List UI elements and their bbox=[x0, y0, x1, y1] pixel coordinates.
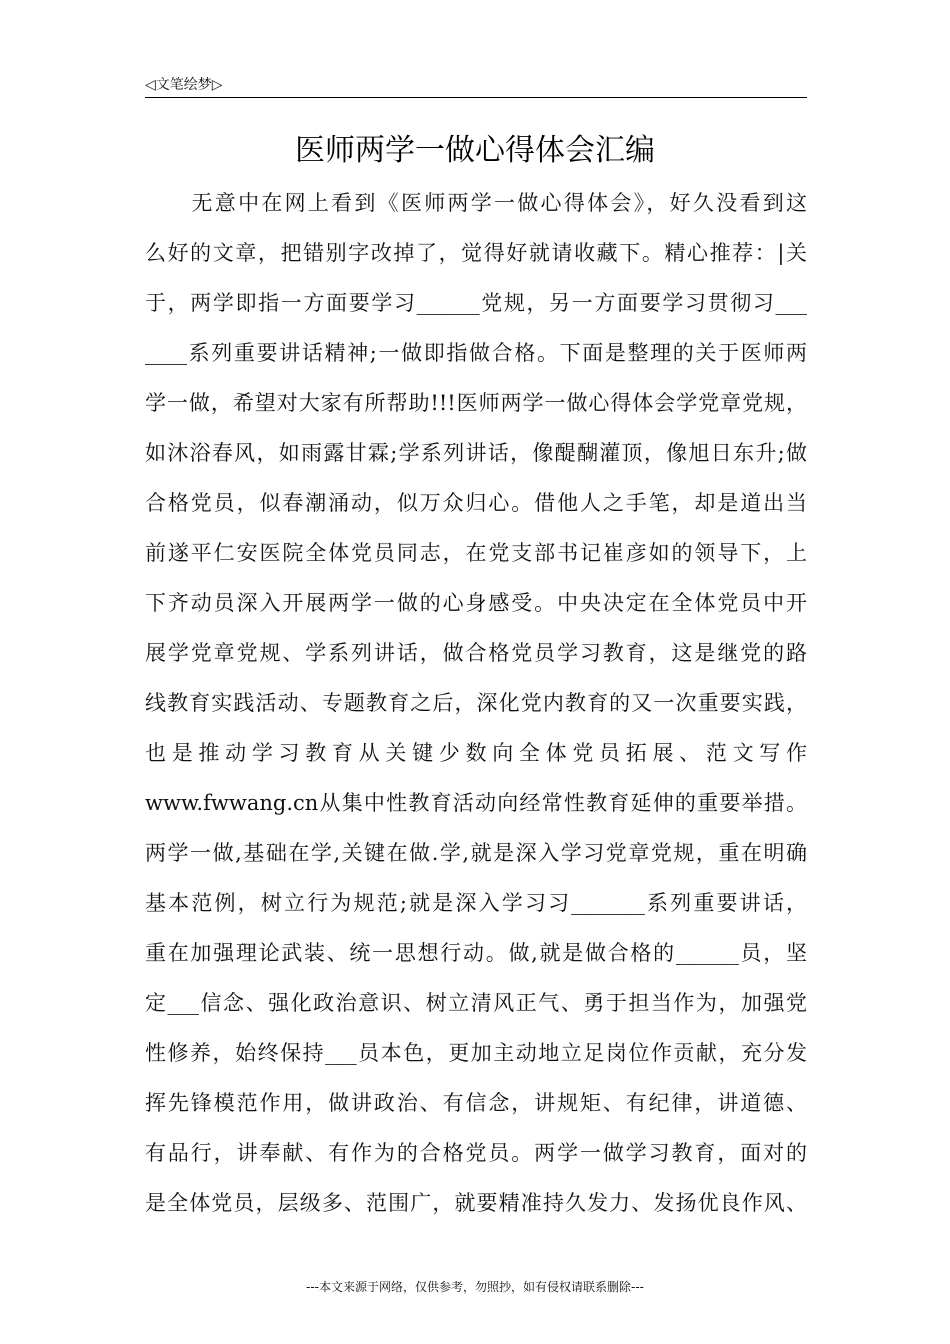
body-line: 定___信念、强化政治意识、树立清风正气、勇于担当作为，加强党 bbox=[145, 991, 807, 1015]
body-line: 于，两学即指一方面要学习______党规，另一方面要学习贯彻习___ bbox=[145, 291, 807, 315]
document-header-brand: ◁文笔绘梦▷ bbox=[145, 76, 223, 92]
body-line: ____系列重要讲话精神;一做即指做合格。下面是整理的关于医师两 bbox=[145, 341, 807, 365]
body-line: 基本范例，树立行为规范;就是深入学习习_______系列重要讲话， bbox=[145, 891, 807, 915]
body-line: 无意中在网上看到《医师两学一做心得体会》，好久没看到这 bbox=[145, 191, 807, 215]
body-line: 有品行，讲奉献、有作为的合格党员。两学一做学习教育，面对的 bbox=[145, 1141, 807, 1165]
body-line: www.fwwang.cn从集中性教育活动向经常性教育延伸的重要举措。 bbox=[145, 791, 807, 815]
body-line: 两学一做,基础在学,关键在做.学,就是深入学习党章党规，重在明确 bbox=[145, 841, 807, 865]
header-divider bbox=[145, 97, 807, 98]
body-line: 重在加强理论武装、统一思想行动。做,就是做合格的______员，坚 bbox=[145, 941, 807, 965]
body-line: 挥先锋模范作用，做讲政治、有信念，讲规矩、有纪律，讲道德、 bbox=[145, 1091, 807, 1115]
body-line: 如沐浴春风，如雨露甘霖;学系列讲话，像醍醐灌顶，像旭日东升;做 bbox=[145, 441, 807, 465]
body-line: 合格党员，似春潮涌动，似万众归心。借他人之手笔，却是道出当 bbox=[145, 491, 807, 515]
body-line: 么好的文章，把错别字改掉了，觉得好就请收藏下。精心推荐：|关 bbox=[145, 241, 807, 265]
document-body bbox=[145, 178, 807, 1228]
body-line: 前遂平仁安医院全体党员同志，在党支部书记崔彦如的领导下，上 bbox=[145, 541, 807, 565]
body-line: 线教育实践活动、专题教育之后，深化党内教育的又一次重要实践， bbox=[145, 691, 807, 715]
body-line: 性修养，始终保持___员本色，更加主动地立足岗位作贡献，充分发 bbox=[145, 1041, 807, 1065]
body-line: 展学党章党规、学系列讲话，做合格党员学习教育，这是继党的路 bbox=[145, 641, 807, 665]
body-line: 是全体党员，层级多、范围广，就要精准持久发力、发扬优良作风、 bbox=[145, 1191, 807, 1215]
source-disclaimer: ---本文来源于网络，仅供参考，勿照抄，如有侵权请联系删除--- bbox=[306, 1280, 644, 1294]
body-line: 学一做，希望对大家有所帮助!!!医师两学一做心得体会学党章党规， bbox=[145, 391, 807, 415]
body-line: 也是推动学习教育从关键少数向全体党员拓展、范文写作 bbox=[145, 741, 807, 765]
document-title: 医师两学一做心得体会汇编 bbox=[295, 133, 655, 168]
body-line: 下齐动员深入开展两学一做的心身感受。中央决定在全体党员中开 bbox=[145, 591, 807, 615]
